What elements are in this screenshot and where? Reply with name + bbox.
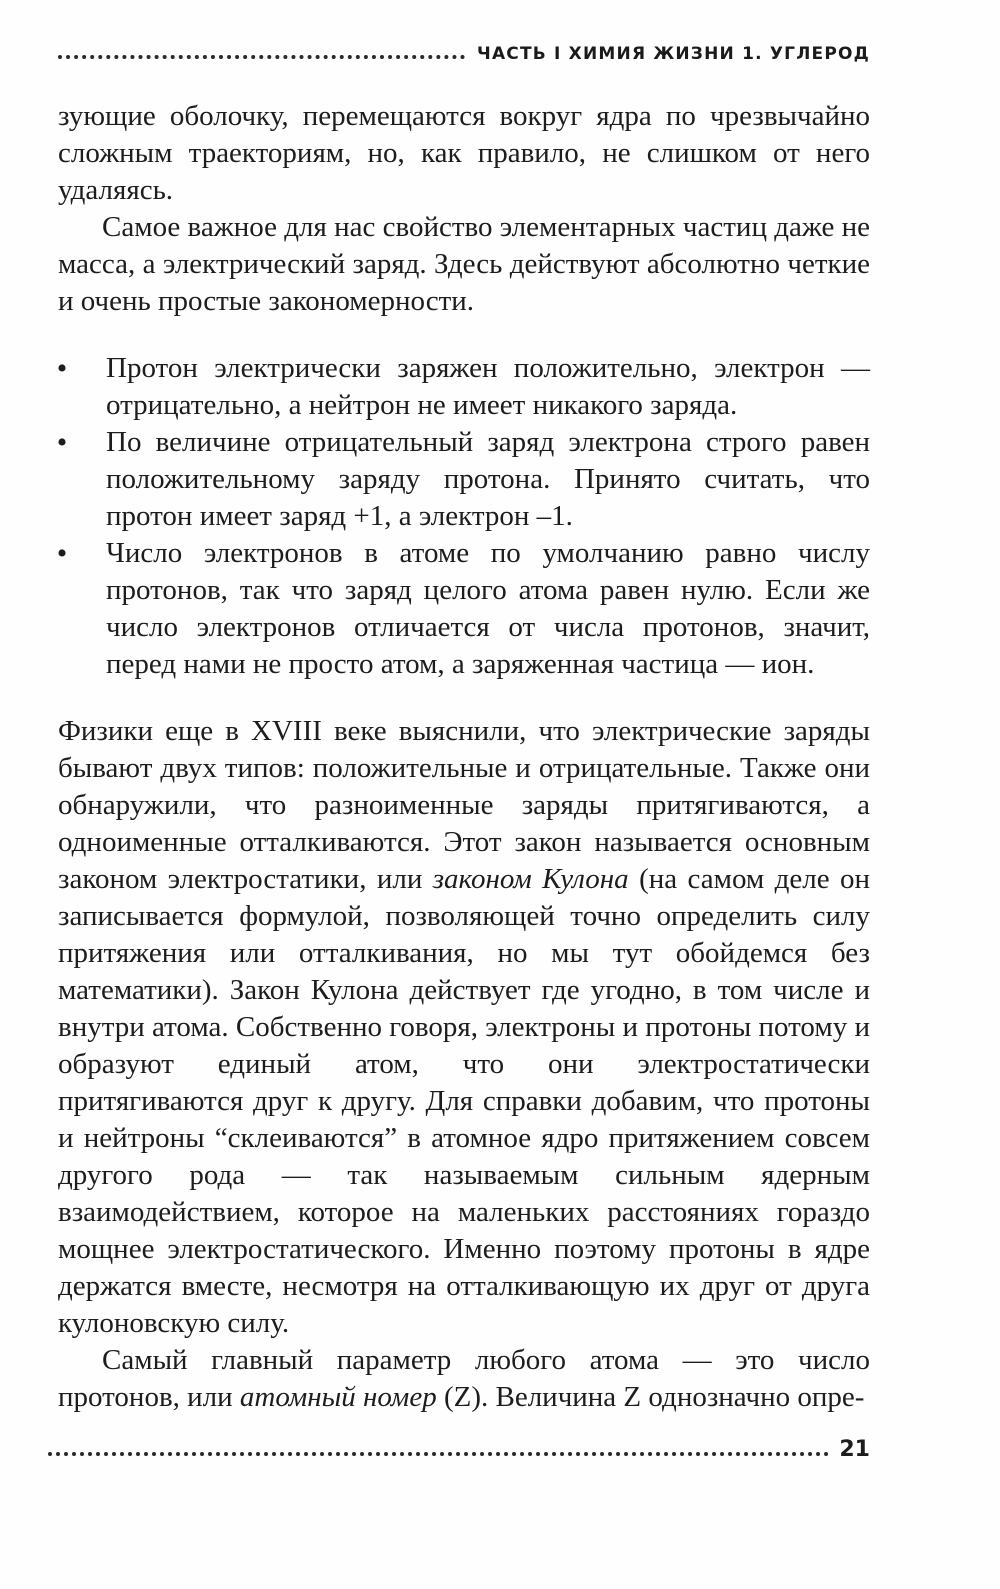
paragraph-atomic-number [58,1342,870,1416]
paragraph-coulomb-part2: (на самом деле он записывается формулой, позволяющей точно определить силу притяжения или отталкивания, но мы тут обойдемся без математики). Закон Кулона действует где угодно, в том числе и внутри атома. Собственно говоря, электроны и протоны потому и образуют единый атом, что они электростатически притягиваются друг к другу. Для справки добавим, что протоны и нейтроны “склеиваются” в атомное ядро притяжением совсем другого рода — так называемым сильным ядерным взаимодействием, которое на маленьких расстояниях гораздо мощнее электростатического. Именно поэтому протоны в ядре держатся вместе, несмотря на отталкивающую их друг от друга кулоновскую силу. [58,863,870,1339]
bullet-list [58,350,870,683]
page-footer [48,1428,870,1462]
list-item [58,535,870,683]
running-header [58,36,870,64]
paragraph-z-part2: (Z). Величина Z однозначно опре- [443,1381,865,1413]
list-item-text: Число электронов в атоме по умолчанию равно числу протонов, так что заряд целого атома равен нулю. Если же число электронов отличается от числа протонов, значит, перед нами не просто атом, а заряженная частица — ион. [106,537,870,680]
list-item-text: По величине отрицательный заряд электрона строго равен положительному заряду протона. Принято считать, что протон имеет заряд +1, а электрон –1. [106,426,870,532]
paragraph-continued: зующие оболочку, перемещаются вокруг ядра по чрезвычайно сложным траекториям, но, как правило, не слишком от него удаляясь. [58,100,870,206]
term-atomic-number: атомный номер [239,1381,437,1413]
paragraph-coulomb-part1: Физики еще в XVIII веке выяснили, что электрические заряды бывают двух типов: положительные и отрицательные. Также они обнаружили, что разноименные заряды притягиваются, а одноименные отталкиваются. Этот закон называется основным законом электростатики, или [58,715,870,895]
paragraph-z-part1: Самый главный параметр любого атома — это число протонов, или [58,1344,870,1413]
bullet-icon: • [56,352,68,385]
spacer [58,683,870,713]
footer-dotted-rule [48,1452,829,1456]
body-text [58,98,870,1416]
spacer [58,320,870,350]
list-item-text: Протон электрически заряжен положительно, электрон — отрицательно, а нейтрон не имеет никакого заряда. [106,352,870,421]
list-item [58,424,870,535]
bullet-icon: • [56,426,68,459]
bullet-icon: • [56,537,68,570]
paragraph-coulomb [58,713,870,1342]
term-coulomb-law: законом Кулона [432,863,629,895]
header-dotted-rule [58,55,465,59]
page-number: 21 [839,1437,870,1462]
list-item [58,350,870,424]
running-head-title: ЧАСТЬ I ХИМИЯ ЖИЗНИ 1. УГЛЕРОД [477,44,870,64]
paragraph-charge: Самое важное для нас свойство элементарных частиц даже не масса, а электрический заряд. Здесь действуют абсолютно четкие и очень простые закономерности. [58,211,871,317]
